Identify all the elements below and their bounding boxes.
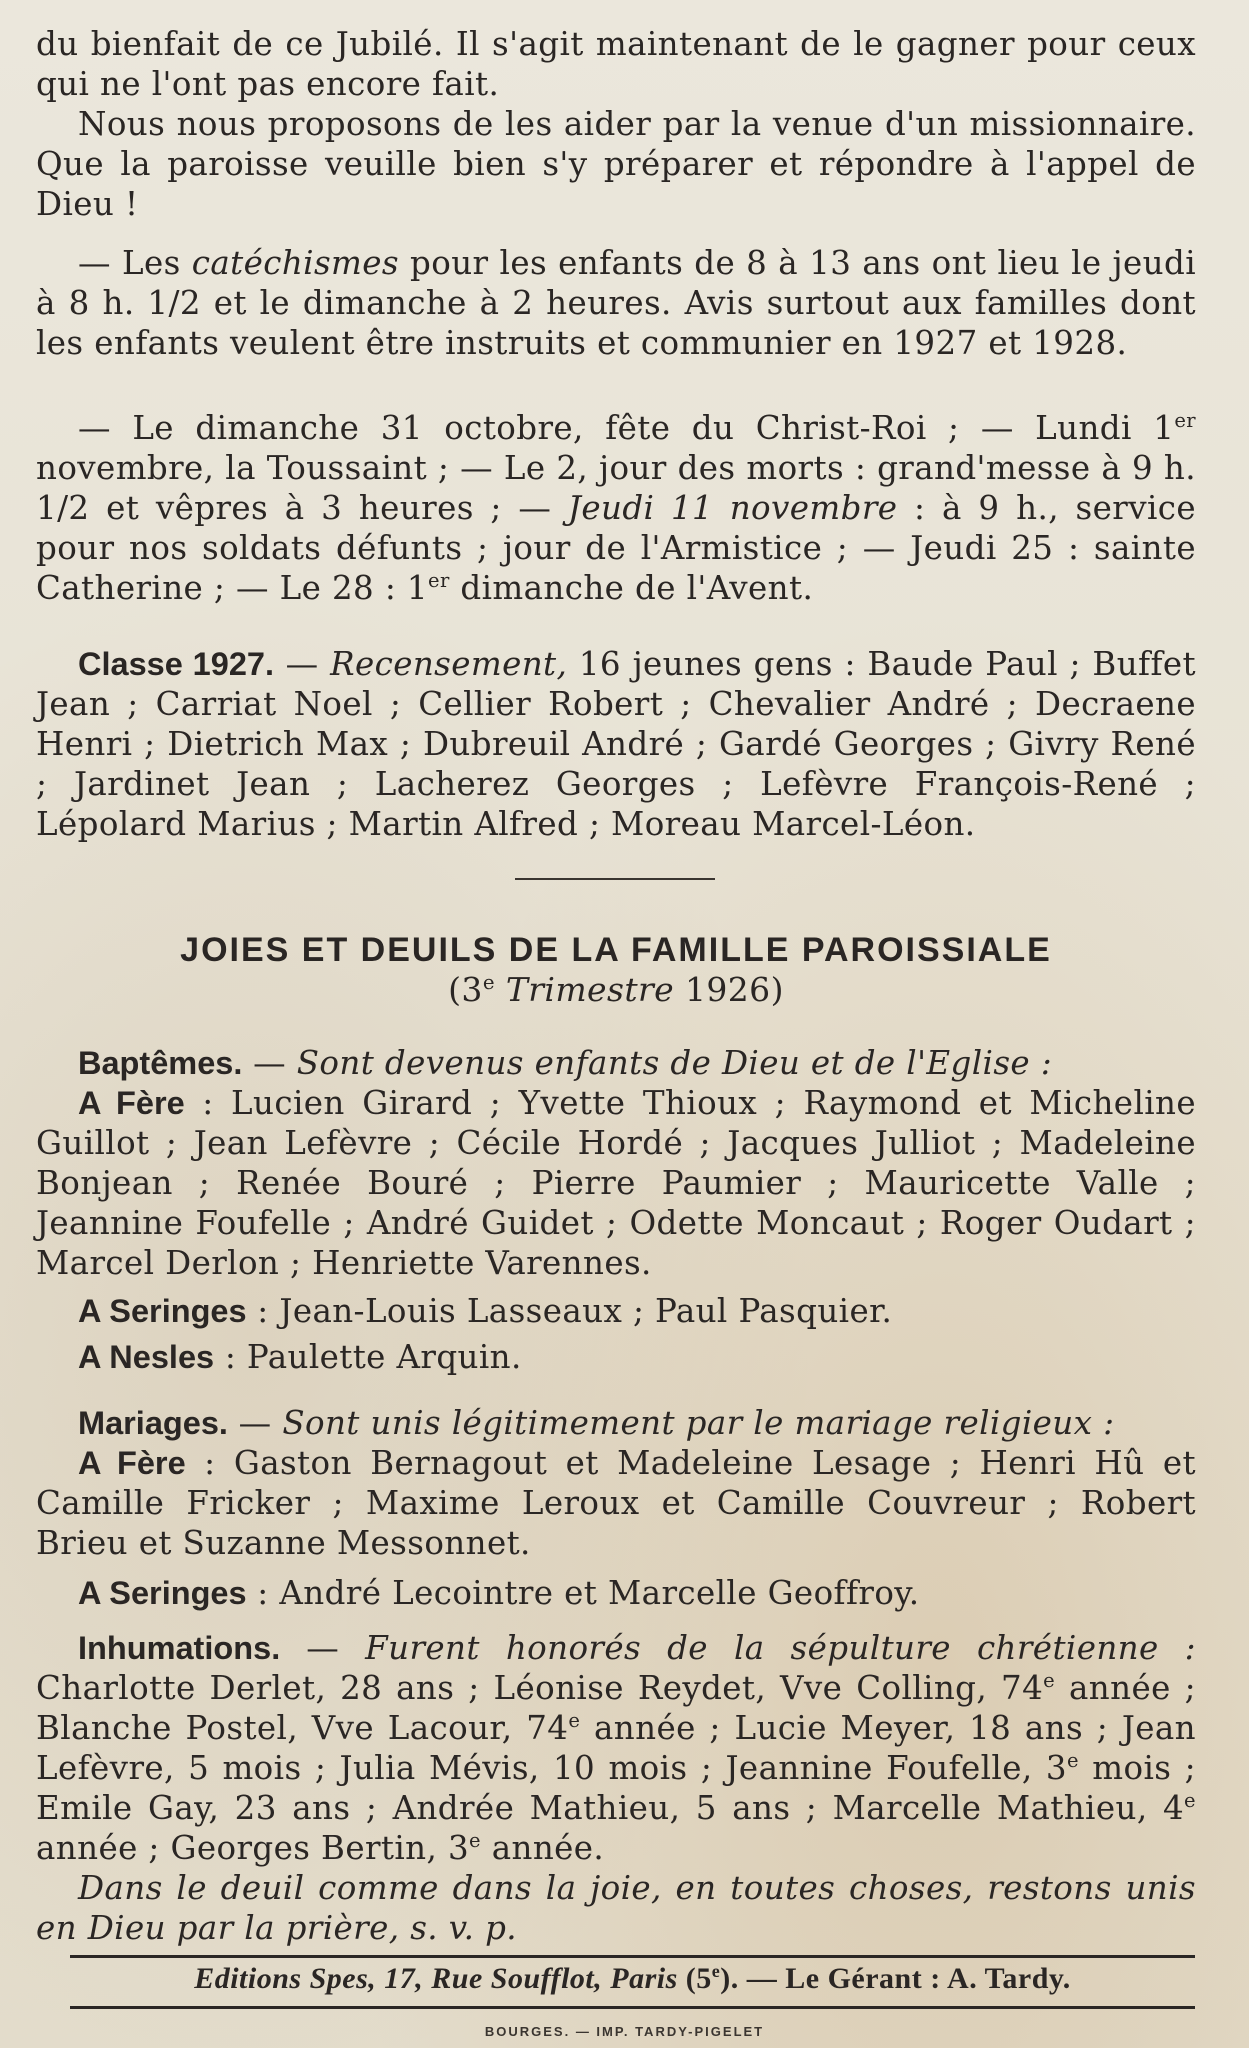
mariages-fere: A Fère : Gaston Bernagout et Madeleine Lesage ; Henri Hû et Camille Fricker ; Maxime Leroux et Camille Couvreur ; Robert Brieu et Suzanne Messonnet.: [36, 1444, 1196, 1562]
section-subtitle: (3e Trimestre 1926): [448, 970, 784, 1009]
mariages-block: [36, 1403, 1196, 1613]
intro-block: [36, 24, 1196, 224]
footer-rule-top: [70, 1955, 1195, 1958]
baptemes-heading: Baptêmes. — Sont devenus enfants de Dieu et de l'Eglise :: [78, 1044, 1053, 1082]
calendar-paragraph: — Le dimanche 31 octobre, fête du Christ-Roi ; — Lundi 1er novembre, la Toussaint ; — Le 2, jour des morts : grand'messe à 9 h. 1/2 et vêpres à 3 heures ; — Jeudi 11 novembre : à 9 h., service pour nos soldats défunts ; jour de l'Armistice ; — Jeudi 25 : sainte Catherine ; — Le 28 : 1er dimanche de l'Avent.: [36, 409, 1196, 607]
catechismes-paragraph: — Les catéchismes pour les enfants de 8 à 13 ans ont lieu le jeudi à 8 h. 1/2 et le dimanche à 2 heures. Avis surtout aux familles dont les enfants veulent être instruits et communier en 1927 et 1928.: [36, 244, 1197, 362]
inhumations-block: [36, 1628, 1196, 1948]
publisher-footer: Editions Spes, 17, Rue Soufflot, Paris (5e). — Le Gérant : A. Tardy.: [194, 1961, 1071, 1995]
mariages-heading: Mariages. — Sont unis légitimement par le mariage religieux :: [78, 1404, 1115, 1442]
intro-paragraph-2: Nous nous proposons de les aider par la venue d'un missionnaire. Que la paroisse veuille bien s'y préparer et répondre à l'appel de Dieu !: [36, 105, 1196, 223]
intro-paragraph-1: du bienfait de ce Jubilé. Il s'agit maintenant de le gagner pour ceux qui ne l'ont pas encore fait.: [36, 25, 1196, 103]
catechismes-block: [36, 243, 1196, 363]
baptemes-nesles: A Nesles : Paulette Arquin.: [78, 1338, 522, 1376]
baptemes-block: [36, 1043, 1196, 1377]
footer-rule-bottom: [70, 2006, 1195, 2009]
baptemes-seringes: A Seringes : Jean-Louis Lasseaux ; Paul Pasquier.: [78, 1292, 893, 1330]
mariages-seringes: A Seringes : André Lecointre et Marcelle Geoffroy.: [78, 1574, 920, 1612]
section-divider: [515, 878, 715, 880]
section-header: [36, 930, 1196, 1010]
printer-line: BOURGES. — IMP. TARDY-PIGELET: [484, 2024, 765, 2039]
closing-line: Dans le deuil comme dans la joie, en toutes choses, restons unis en Dieu par la prière, s. v. p.: [36, 1869, 1196, 1947]
section-title: JOIES ET DEUILS DE LA FAMILLE PAROISSIALE: [180, 931, 1052, 969]
classe-paragraph: Classe 1927. — Recensement, 16 jeunes gens : Baude Paul ; Buffet Jean ; Carriat Noel ; Cellier Robert ; Chevalier André ; Decraene Henri ; Dietrich Max ; Dubreuil André ; Gardé Georges ; Givry René ; Jardinet Jean ; Lacherez Georges ; Lefèvre François-René ; Lépolard Marius ; Martin Alfred ; Moreau Marcel-Léon.: [36, 645, 1196, 843]
baptemes-fere: A Fère : Lucien Girard ; Yvette Thioux ; Raymond et Micheline Guillot ; Jean Lefèvre ; Cécile Hordé ; Jacques Julliot ; Madeleine Bonjean ; Renée Bouré ; Pierre Paumier ; Mauricette Valle ; Jeannine Foufelle ; André Guidet ; Odette Moncaut ; Roger Oudart ; Marcel Derlon ; Henriette Varennes.: [36, 1084, 1196, 1282]
calendar-block: [36, 408, 1196, 608]
inhumations-paragraph: Inhumations. — Furent honorés de la sépulture chrétienne : Charlotte Derlet, 28 ans ; Léonise Reydet, Vve Colling, 74e année ; Blanche Postel, Vve Lacour, 74e année ; Lucie Meyer, 18 ans ; Jean Lefèvre, 5 mois ; Julia Mévis, 10 mois ; Jeannine Foufelle, 3e mois ; Emile Gay, 23 ans ; Andrée Mathieu, 5 ans ; Marcelle Mathieu, 4e année ; Georges Bertin, 3e année.: [36, 1629, 1196, 1867]
classe-block: [36, 644, 1196, 844]
